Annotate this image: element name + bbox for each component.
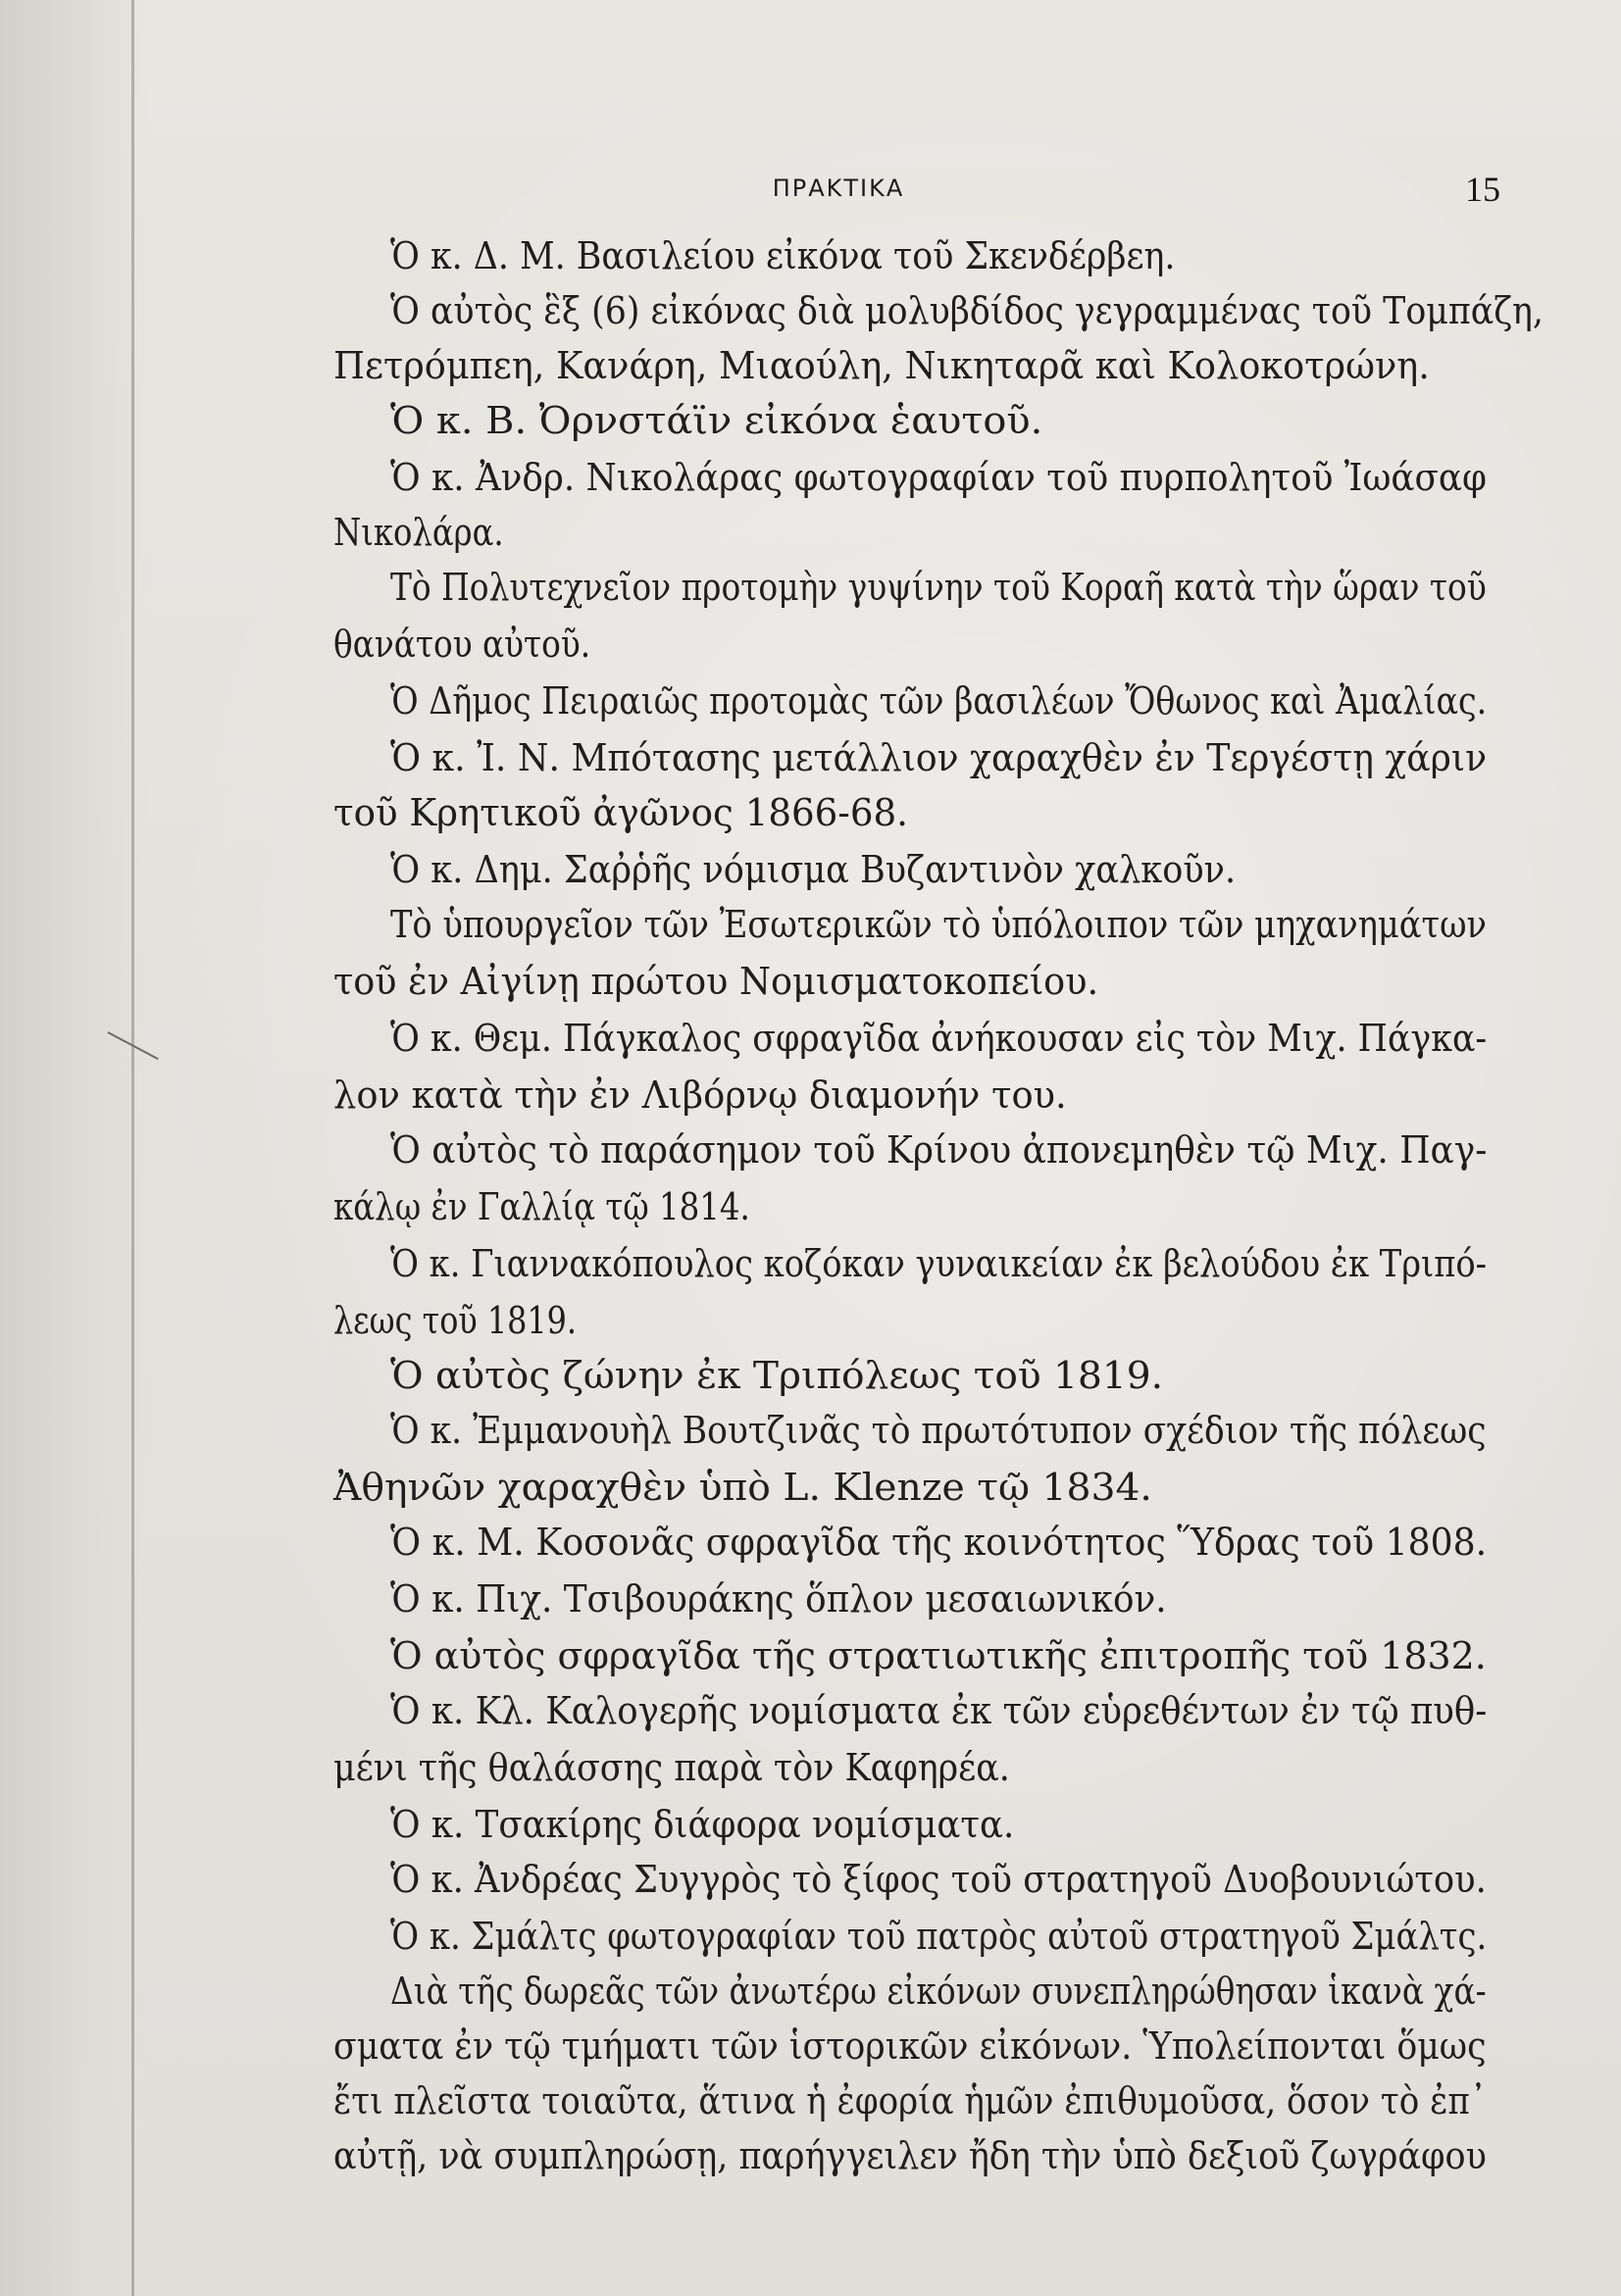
text-line: Ὁ κ. Κλ. Καλογερῆς νομίσματα ἐκ τῶν εὑρεθέντων ἐν τῷ πυθ- [390, 1689, 1488, 1732]
text-line: τοῦ Κρητικοῦ ἀγῶνος 1866-68. [333, 791, 908, 834]
text-line: ἔτι πλεῖστα τοιαῦτα, ἅτινα ἡ ἐφορία ἡμῶν ἐπιθυμοῦσα, ὅσον τὸ ἐπ᾽ [333, 2079, 1487, 2122]
text-line: Ὁ κ. Δημ. Σαῤῥῆς νόμισμα Βυζαντινὸν χαλκοῦν. [390, 848, 1237, 891]
text-line: Ὁ κ. Ἀνδρέας Συγγρὸς τὸ ξίφος τοῦ στρατηγοῦ Δυοβουνιώτου. [390, 1858, 1487, 1901]
text-line: Ὁ αὐτὸς ἓξ (6) εἰκόνας διὰ μολυβδίδος γεγραμμένας τοῦ Τομπάζη, [390, 289, 1544, 332]
text-line: Ὁ κ. Ἐμμανουὴλ Βουτζινᾶς τὸ πρωτότυπον σχέδιον τῆς πόλεως [390, 1409, 1487, 1452]
text-line: Ὁ κ. Τσακίρης διάφορα νομίσματα. [390, 1803, 1015, 1846]
text-line: μένι τῆς θαλάσσης παρὰ τὸν Καφηρέα. [333, 1746, 1010, 1789]
text-line: Ὁ Δῆμος Πειραιῶς προτομὰς τῶν βασιλέων Ὄθωνος καὶ Ἀμαλίας. [390, 679, 1488, 723]
binding-shadow [0, 0, 147, 2296]
text-line: θανάτου αὐτοῦ. [333, 623, 591, 666]
text-line: Νικολάρα. [333, 511, 504, 554]
text-line: λον κατὰ τὴν ἐν Λιβόρνῳ διαμονήν του. [333, 1073, 1067, 1117]
running-head: ΠΡΑΚΤΙΚΑ [772, 175, 905, 202]
text-line: Ὁ κ. Σμάλτς φωτογραφίαν τοῦ πατρὸς αὐτοῦ στρατηγοῦ Σμάλτς. [390, 1915, 1488, 1958]
binding-edge-line [131, 0, 134, 2296]
text-line: Τὸ Πολυτεχνεῖον προτομὴν γυψίνην τοῦ Κοραῆ κατὰ τὴν ὥραν τοῦ [390, 566, 1487, 609]
text-line: Ὁ κ. Θεμ. Πάγκαλος σφραγῖδα ἀνήκουσαν εἰς τὸν Μιχ. Πάγκα- [390, 1017, 1488, 1060]
text-line: Τὸ ὑπουργεῖον τῶν Ἐσωτερικῶν τὸ ὑπόλοιπον τῶν μηχανημάτων [390, 903, 1487, 946]
text-line: λεως τοῦ 1819. [333, 1299, 577, 1342]
text-line: Ἀθηνῶν χαραχθὲν ὑπὸ L. Klenze τῷ 1834. [333, 1466, 1152, 1509]
text-line: σματα ἐν τῷ τμήματι τῶν ἱστορικῶν εἰκόνων. Ὑπολείπονται ὅμως [333, 2024, 1487, 2068]
text-line: Ὁ κ. Γιαννακόπουλος κοζόκαν γυναικείαν ἐκ βελούδου ἐκ Τριπό- [390, 1242, 1488, 1285]
text-line: αὐτῇ, νὰ συμπληρώσῃ, παρήγγειλεν ἤδη τὴν ὑπὸ δεξιοῦ ζωγράφου [333, 2134, 1487, 2177]
page-header [177, 167, 1500, 212]
text-body [333, 231, 1544, 2177]
text-line: Ὁ κ. Ἀνδρ. Νικολάρας φωτογραφίαν τοῦ πυρπολητοῦ Ἰωάσαφ [390, 456, 1487, 499]
text-line: Ὁ αὐτὸς ζώνην ἐκ Τριπόλεως τοῦ 1819. [390, 1354, 1164, 1397]
text-line: Ὁ αὐτὸς τὸ παράσημον τοῦ Κρίνου ἀπονεμηθὲν τῷ Μιχ. Παγ- [390, 1128, 1488, 1172]
text-line: τοῦ ἐν Αἰγίνῃ πρώτου Νομισματοκοπείου. [333, 960, 1099, 1003]
text-line: Πετρόμπεη, Κανάρη, Μιαούλη, Νικηταρᾶ καὶ Κολοκοτρώνη. [333, 344, 1430, 387]
text-line: Ὁ κ. Ἰ. Ν. Μπότασης μετάλλιον χαραχθὲν ἐν Τεργέστῃ χάριν [390, 736, 1488, 779]
text-line: Ὁ κ. Πιχ. Τσιβουράκης ὅπλον μεσαιωνικόν. [390, 1577, 1167, 1621]
text-line: Ὁ κ. Δ. Μ. Βασιλείου εἰκόνα τοῦ Σκενδέρβεη. [390, 234, 1176, 277]
text-line: κάλῳ ἐν Γαλλίᾳ τῷ 1814. [333, 1185, 750, 1228]
text-line: Ὁ αὐτὸς σφραγῖδα τῆς στρατιωτικῆς ἐπιτροπῆς τοῦ 1832. [390, 1634, 1487, 1677]
page-number: 15 [1465, 170, 1500, 209]
text-line: Ὁ κ. Β. Ὀρνστάϊν εἰκόνα ἑαυτοῦ. [390, 399, 1043, 442]
text-line: Διὰ τῆς δωρεᾶς τῶν ἀνωτέρω εἰκόνων συνεπληρώθησαν ἱκανὰ χά- [390, 1970, 1487, 2013]
text-line: Ὁ κ. Μ. Κοσονᾶς σφραγῖδα τῆς κοινότητος Ὕδρας τοῦ 1808. [390, 1521, 1488, 1564]
